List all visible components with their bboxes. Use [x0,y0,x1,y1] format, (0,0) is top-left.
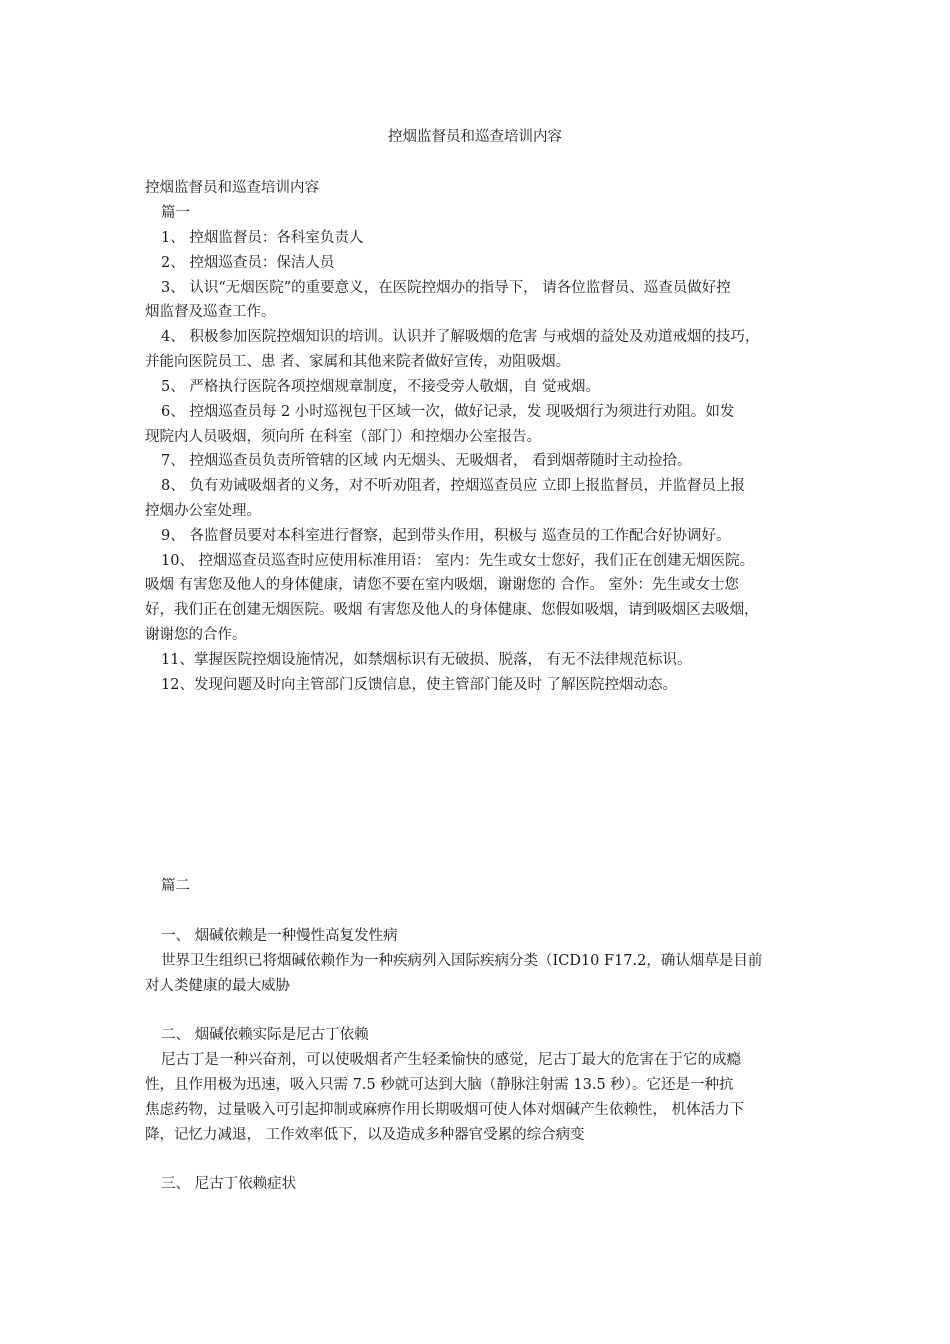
part1-line: 并能向医院员工、患 者、家属和其他来院者做好宣传，劝阻吸烟。 [145,354,571,370]
part2-line: 性，且作用极为迅速，吸入只需 7.5 秒就可达到大脑（静脉注射需 13.5 秒）。它还是一种抗 [145,1077,734,1093]
part1-line: 8、 负有劝诫吸烟者的义务，对不听劝阻者，控烟巡查员应 立即上报监督员，并监督员上报 [161,478,745,494]
part1-line: 3、 认识“无烟医院”的重要意义，在医院控烟办的指导下， 请各位监督员、巡查员做好控 [161,280,731,296]
part2-heading: 篇二 [161,878,190,894]
part2-line: 世界卫生组织已将烟碱依赖作为一种疾病列入国际疾病分类（ICD10 F17.2，确认烟草是目前 [161,953,763,969]
part1-line: 谢谢您的合作。 [145,627,247,643]
part1-line: 10、 控烟巡查员巡查时应使用标准用语： 室内：先生或女士您好，我们正在创建无烟医院。 [161,553,755,569]
part2-line: 尼古丁是一种兴奋剂，可以使吸烟者产生轻柔愉快的感觉，尼古丁最大的危害在于它的成瘾 [161,1052,741,1068]
part1-line: 2、 控烟巡查员：保洁人员 [161,255,335,271]
part1-line: 7、 控烟巡查员负责所管辖的区域 内无烟头、无吸烟者， 看到烟蒂随时主动捡拾。 [161,453,692,469]
part1-line: 吸烟 有害您及他人的身体健康，请您不要在室内吸烟，谢谢您的 合作。 室外：先生或女士您 [145,577,739,593]
part1-line: 9、 各监督员要对本科室进行督察，起到带头作用，积极与 巡查员的工作配合好协调好。 [161,528,731,544]
page-title: 控烟监督员和巡查培训内容 [388,129,562,145]
part1-line: 好，我们正在创建无烟医院。吸烟 有害您及他人的身体健康、您假如吸烟，请到吸烟区去吸烟， [145,602,759,618]
part2-line: 焦虑药物，过量吸入可引起抑制或麻痹作用长期吸烟可使人体对烟碱产生依赖性， 机体活力下 [145,1102,745,1118]
part1-line: 控烟办公室处理。 [145,503,261,519]
part1-line: 11、掌握医院控烟设施情况，如禁烟标识有无破损、脱落， 有无不法律规范标识。 [161,652,692,668]
part1-line: 12、发现问题及时向主管部门反馈信息，使主管部门能及时 了解医院控烟动态。 [161,677,678,693]
part2-section-heading: 二、 烟碱依赖实际是尼古丁依赖 [161,1027,369,1043]
part1-line: 4、 积极参加医院控烟知识的培训。认识并了解吸烟的危害 与戒烟的益处及劝道戒烟的技巧， [161,329,760,345]
part2-line: 对人类健康的最大威胁 [145,978,290,994]
part1-heading: 篇一 [161,205,190,221]
part2-line: 降，记忆力减退， 工作效率低下，以及造成多种器官受累的综合病变 [145,1127,585,1143]
part1-line: 6、 控烟巡查员每 2 小时巡视包干区域一次，做好记录，发 现吸烟行为须进行劝阻。如发 [161,404,735,420]
part1-line: 5、 严格执行医院各项控烟规章制度，不接受旁人敬烟，自 觉戒烟。 [161,379,600,395]
part1-line: 现院内人员吸烟，须向所 在科室（部门）和控烟办公室报告。 [145,429,542,445]
document-subtitle: 控烟监督员和巡查培训内容 [145,180,319,196]
part2-section-heading: 三、 尼古丁依赖症状 [161,1176,297,1192]
part2-section-heading: 一、 烟碱依赖是一种慢性高复发性病 [161,928,398,944]
part1-line: 烟监督及巡查工作。 [145,304,276,320]
part1-line: 1、 控烟监督员：各科室负责人 [161,230,364,246]
